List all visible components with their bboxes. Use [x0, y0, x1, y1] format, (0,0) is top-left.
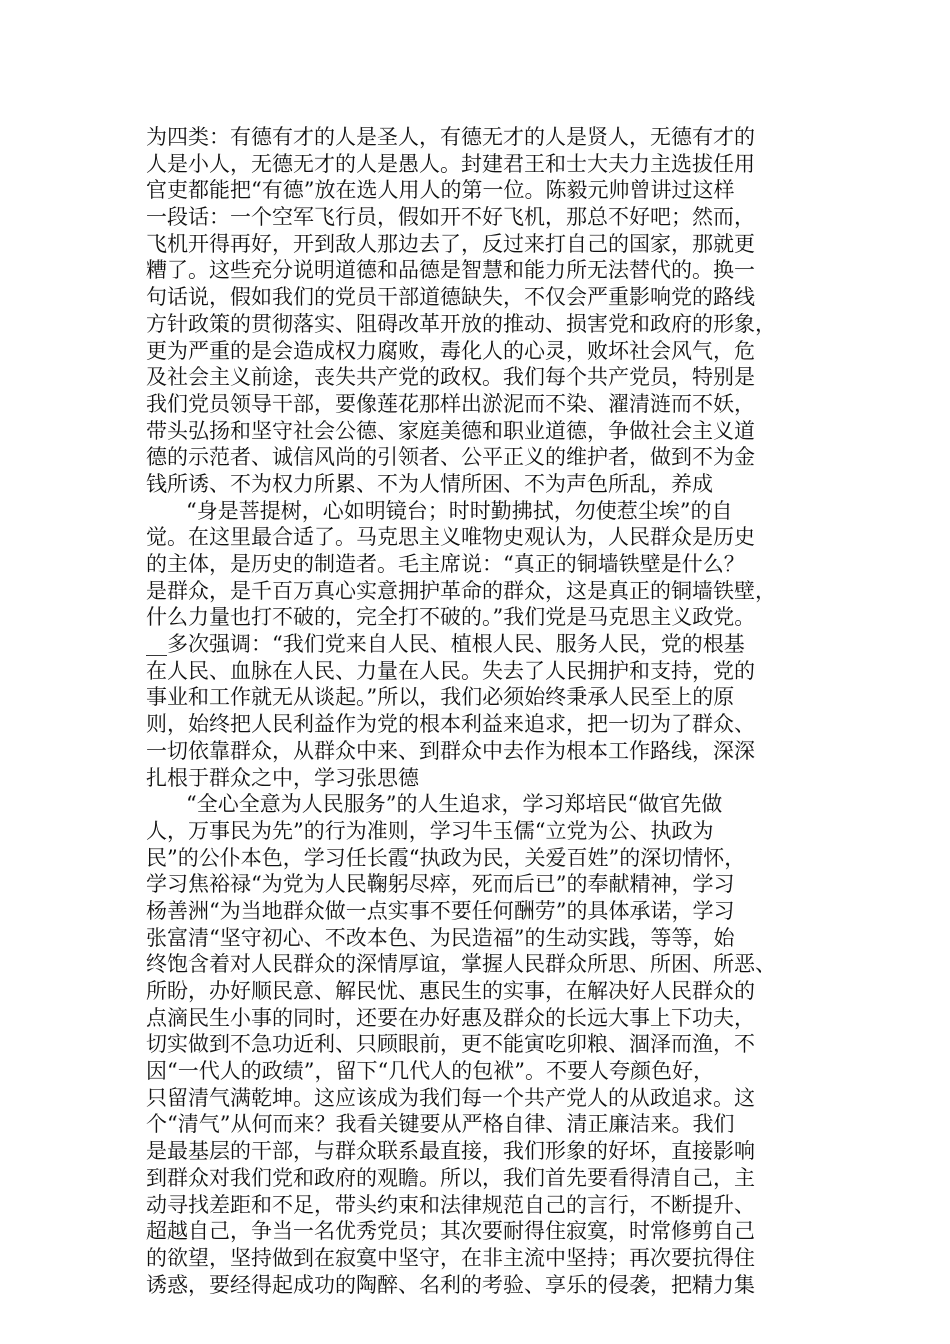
paragraph-first-line: “身是菩提树，心如明镜台；时时勤拂拭，勿使惹尘埃”的自	[186, 498, 733, 523]
text-line: 什么力量也打不破的，完全打不破的。”我们党是马克思主义政党。	[146, 605, 756, 630]
text-line: 的主体，是历史的制造者。毛主席说：“真正的铜墙铁壁是什么？	[146, 552, 745, 576]
text-line: 觉。在这里最合适了。马克思主义唯物史观认为，人民群众是历史	[146, 525, 755, 550]
text-line: 是最基层的干部，与群众联系最直接，我们形象的好坏，直接影响	[146, 1139, 755, 1164]
text-line: 民”的公仆本色，学习任长霞“执政为民，关爱百姓”的深切情怀，	[146, 845, 746, 870]
text-line: 及社会主义前途，丧失共产党的政权。我们每个共产党员，特别是	[146, 365, 755, 390]
text-line: 德的示范者、诚信风尚的引领者、公平正义的维护者，做到不为金	[146, 445, 755, 470]
text-line: 因“一代人的政绩”，留下“几代人的包袱”。不要人夸颜色好，	[146, 1059, 714, 1084]
text-line: 糟了。这些充分说明道德和品德是智慧和能力所无法替代的。换一	[146, 258, 755, 283]
text-line: 点滴民生小事的同时，还要在办好惠及群众的长远大事上下功夫，	[146, 1005, 755, 1030]
text-line: 为四类：有德有才的人是圣人，有德无才的人是贤人，无德有才的	[146, 125, 755, 149]
text-line: 诱惑，要经得起成功的陶醉、名利的考验、享乐的侵袭，把精力集	[146, 1272, 755, 1297]
text-line: 超越自己，争当一名优秀党员；其次要耐得住寂寞，时常修剪自己	[146, 1219, 755, 1244]
text-line: 钱所诱、不为权力所累、不为人情所困、不为声色所乱，养成	[146, 471, 713, 496]
text-line: 是群众，是千百万真心实意拥护革命的群众，这是真正的铜墙铁壁，	[146, 578, 776, 603]
text-line: 个“清气”从何而来？我看关键要从严格自律、清正廉洁来。我们	[146, 1112, 735, 1137]
text-line: 飞机开得再好，开到敌人那边去了，反过来打自己的国家，那就更	[146, 231, 755, 256]
text-line: 在人民、血脉在人民、力量在人民。失去了人民拥护和支持，党的	[146, 658, 755, 683]
paragraph-first-line: “全心全意为人民服务”的人生追求，学习郑培民“做官先做	[186, 792, 723, 817]
text-line: 张富清“坚守初心、不改本色、为民造福”的生动实践，等等，始	[146, 925, 735, 950]
text-line: 带头弘扬和坚守社会公德、家庭美德和职业道德，争做社会主义道	[146, 418, 755, 443]
text-line: 事业和工作就无从谈起。”所以，我们必须始终秉承人民至上的原	[146, 685, 735, 710]
text-line: 的欲望，坚持做到在寂寞中坚守，在非主流中坚持；再次要抗得住	[146, 1245, 755, 1270]
text-line: 所盼，办好顺民意、解民忧、惠民生的实事，在解决好人民群众的	[146, 979, 755, 1003]
text-line: 更为严重的是会造成权力腐败，毒化人的心灵，败坏社会风气，危	[146, 338, 755, 363]
text-line: 我们党员领导干部，要像莲花那样出淤泥而不染、濯清涟而不妖，	[146, 391, 755, 416]
text-line: 动寻找差距和不足，带头约束和法律规范自己的言行，不断提升、	[146, 1192, 755, 1217]
text-line: __多次强调：“我们党来自人民、植根人民、服务人民，党的根基	[146, 632, 745, 657]
text-line: 杨善洲“为当地群众做一点实事不要任何酬劳”的具体承诺，学习	[146, 898, 735, 923]
text-line: 只留清气满乾坤。这应该成为我们每一个共产党人的从政追求。这	[146, 1085, 755, 1110]
text-line: 终饱含着对人民群众的深情厚谊，掌握人民群众所思、所困、所恶、	[146, 952, 776, 977]
text-line: 一段话：一个空军飞行员，假如开不好飞机，那总不好吧；然而，	[146, 205, 755, 230]
text-line: 则，始终把人民利益作为党的根本利益来追求，把一切为了群众、	[146, 712, 755, 737]
text-line: 官吏都能把“有德”放在选人用人的第一位。陈毅元帅曾讲过这样	[146, 178, 735, 203]
text-line: 句话说，假如我们的党员干部道德缺失，不仅会严重影响党的路线	[146, 285, 755, 310]
text-line: 切实做到不急功近利、只顾眼前，更不能寅吃卯粮、涸泽而渔，不	[146, 1032, 755, 1057]
text-line: 到群众对我们党和政府的观瞻。所以，我们首先要看得清自己，主	[146, 1165, 755, 1190]
text-line: 学习焦裕禄“为党为人民鞠躬尽瘁，死而后已”的奉献精神，学习	[146, 872, 735, 897]
text-line: 一切依靠群众，从群众中来、到群众中去作为根本工作路线，深深	[146, 738, 755, 763]
text-line: 方针政策的贯彻落实、阻碍改革开放的推动、损害党和政府的形象，	[146, 311, 776, 336]
body-text	[146, 124, 836, 1298]
text-line: 人是小人，无德无才的人是愚人。封建君王和士大夫力主选拔任用	[146, 151, 755, 176]
text-line: 人，万事民为先”的行为准则，学习牛玉儒“立党为公、执政为	[146, 818, 714, 843]
text-line: 扎根于群众之中，学习张思德	[146, 765, 419, 790]
